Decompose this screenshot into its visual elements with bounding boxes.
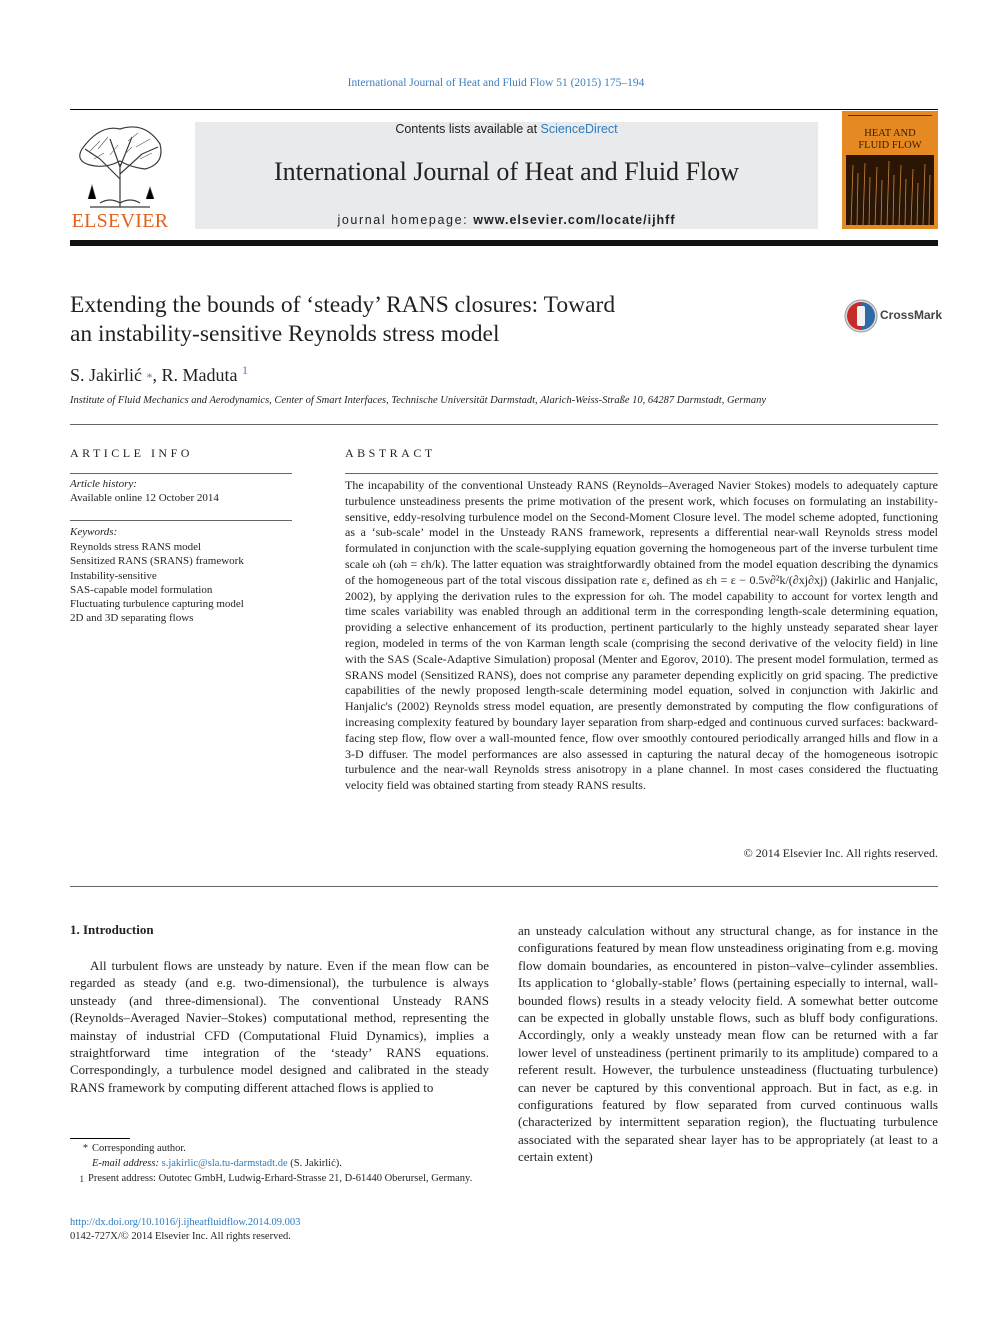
article-info-divider	[70, 473, 292, 474]
author-email-link[interactable]: s.jakirlic@sla.tu-darmstadt.de	[161, 1158, 288, 1169]
journal-citation-link[interactable]: International Journal of Heat and Fluid Flow 51 (2015) 175–194	[347, 77, 645, 89]
article-info-heading: ARTICLE INFO	[70, 446, 193, 460]
keywords-heading: Keywords:	[70, 526, 118, 538]
author-jakirlic[interactable]: S. Jakirlić	[70, 365, 142, 385]
keyword-item: Fluctuating turbulence capturing model	[70, 598, 244, 611]
author-list: S. Jakirlić *, R. Maduta $^1$	[70, 363, 248, 385]
footnote-email: E-mail address: s.jakirlic@sla.tu-darmstadt.de (S. Jakirlić).	[92, 1158, 342, 1169]
abstract-copyright: © 2014 Elsevier Inc. All rights reserved.	[743, 846, 938, 860]
journal-title: International Journal of Heat and Fluid Flow	[273, 157, 740, 186]
footnote-rule	[70, 1138, 130, 1139]
abstract-text: The incapability of the conventional Unsteady RANS (Reynolds–Averaged Navier Stokes) models to adequately capture turbulence unsteadiness presents the prime motivation of the present work, which focuses on formulating an instability-sensitive, eddy-resolving turbulence model on the Second-Moment Closure level. The model scheme adopted, functioning as a ‘sub-scale’ model in the Unsteady RANS framework, represents a differential near-wall Reynolds stress model formulated in conjunction with the scale-supplying equation governing the homogeneous part of the inverse turbulent time scale ωh (ωh = εh/k). The latter equation was straightforwardly obtained from the model equation describing the dynamics of the homogeneous part of the total viscous dissipation rate ε, defined as εh = ε − 0.5ν∂²k/(∂xj∂xj) (Jakirlic and Hanjalic, 2002), by applying the derivation rules to the expression for ωh. The model capability to account for vortex length and time scales variability was enabled through an additional term in the corresponding length-scale determining equation, providing a selective enhancement of its production, pertinent particularly to the highly unsteady separated shear layer region, modeled in terms of the von Karman length scale (comprising the second derivative of the velocity field) in line with the SAS (Scale-Adaptive Simulation) proposal (Menter and Egorov, 2010). The present model formulation, termed as SRANS model (Sensitized RANS), does not comprise any parameter depending explicitly on grid spacing. The predictive capabilities of the newly proposed length-scale determining model equation, solved in conjunction with Jakirlic and Hanjalic's (2002) Reynolds stress model equation, are presently demonstrated by computing the flow configurations of increasing complexity featured by boundary layer separation from sharp-edged and continuous curved surfaces: backward-facing step flow, flow over a wall-mounted fence, flow over smoothly contoured periodically arranged hills and flow in a 3-D diffuser. The model performances are also assessed in capturing the natural decay of the homogeneous isotropic turbulence and the near-wall Reynolds stress anisotropy in a plane channel. In most cases considered the fluctuating velocity field was obtained starting from steady RANS results.	[345, 478, 938, 793]
contents-availability-line	[195, 122, 818, 136]
article-title: Extending the bounds of ‘steady’ RANS closures: Toward an instability-sensitive Reynolds stress model	[70, 292, 616, 347]
header-divider	[70, 109, 938, 110]
crossmark-label: CrossMark	[880, 308, 943, 322]
corresponding-author-mark[interactable]: *	[146, 370, 153, 384]
abstract-heading: ABSTRACT	[345, 446, 436, 460]
keyword-item: Sensitized RANS (SRANS) framework	[70, 555, 244, 568]
author-maduta[interactable]: R. Maduta	[161, 365, 238, 385]
homepage-url-link[interactable]: www.elsevier.com/locate/ijhff	[473, 213, 676, 227]
homepage-prefix: journal homepage:	[337, 213, 474, 227]
header-thick-rule	[70, 240, 938, 246]
introduction-paragraph: All turbulent flows are unsteady by nature. Even if the mean flow can be regarded as steady (and e.g. two-dimensional), the turbulence is always unsteady (and three-dimensional). The conventional Unsteady RANS (Reynolds–Averaged Navier–Stokes) computational method, representing the mainstay of industrial CFD (Computational Fluid Dynamics), implies a straightforward time integration of the ‘steady’ RANS equations. Correspondingly, a turbulence model designed and calibrated in the steady RANS framework by computing different attached flows is applied to	[70, 958, 489, 1095]
footnote-mark-1[interactable]: 1	[242, 363, 248, 377]
doi-link[interactable]: http://dx.doi.org/10.1016/j.ijheatfluidflow.2014.09.003	[70, 1217, 301, 1228]
keywords-divider	[70, 520, 292, 521]
elsevier-wordmark: ELSEVIER	[71, 210, 169, 232]
abstract-end-divider	[70, 886, 938, 887]
crossmark-icon	[843, 298, 879, 334]
journal-homepage-line	[195, 213, 818, 227]
journal-cover-thumbnail[interactable]	[842, 111, 938, 229]
cover-title: HEAT AND FLUID FLOW	[858, 128, 922, 151]
introduction-heading: 1. Introduction	[70, 922, 154, 937]
keyword-item: SAS-capable model formulation	[70, 583, 213, 596]
abstract-divider	[345, 473, 938, 474]
contents-prefix: Contents lists available at	[395, 122, 541, 136]
keyword-item: 2D and 3D separating flows	[70, 612, 194, 625]
footnote-present-address: 1 Present address: Outotec GmbH, Ludwig-Erhard-Strasse 21, D-61440 Oberursel, Germany.	[79, 1173, 473, 1184]
article-history-heading: Article history:	[70, 478, 137, 490]
article-history-value: Available online 12 October 2014	[70, 492, 219, 504]
footnote-corresponding: * Corresponding author.	[82, 1143, 186, 1154]
issn-copyright: 0142-727X/© 2014 Elsevier Inc. All rights reserved.	[70, 1231, 291, 1242]
right-column-paragraph: an unsteady calculation without any structural change, as for instance in the configurations featured by mean flow unsteadiness originating from e.g. moving flow domain boundaries, as encountered in piston–valve–cylinder assemblies. Its application to ‘globally-stable’ flows (pertaining especially to internal, wall-bounded flows) results in a steady velocity field. A somewhat better outcome can be expected in globally unstable flows, such as bluff body configurations. Accordingly, only a weakly unsteady mean flow can be returned with a far lower level of unsteadiness (pertinent primarily to its amplitude) compared to a referent result. However, the turbulence unsteadiness (fluctuating turbulence) can never be captured by this conventional approach. But in fact, as e.g. in configurations featured by flow separated from curved continuous walls (characterized by intermittent separation region), the fluctuating turbulence associated with the separated shear layer has to be appropriately (at least to a certain extent)	[518, 923, 938, 1165]
affiliation-divider	[70, 424, 938, 425]
keywords-list	[70, 540, 244, 626]
keyword-item: Reynolds stress RANS model	[70, 541, 202, 553]
author-affiliation: Institute of Fluid Mechanics and Aerodynamics, Center of Smart Interfaces, Technische Universität Darmstadt, Alarich-Weiss-Straße 10, 64287 Darmstadt, Germany	[70, 395, 767, 406]
sciencedirect-link[interactable]: ScienceDirect	[540, 122, 618, 136]
keyword-item: Instability-sensitive	[70, 569, 157, 582]
